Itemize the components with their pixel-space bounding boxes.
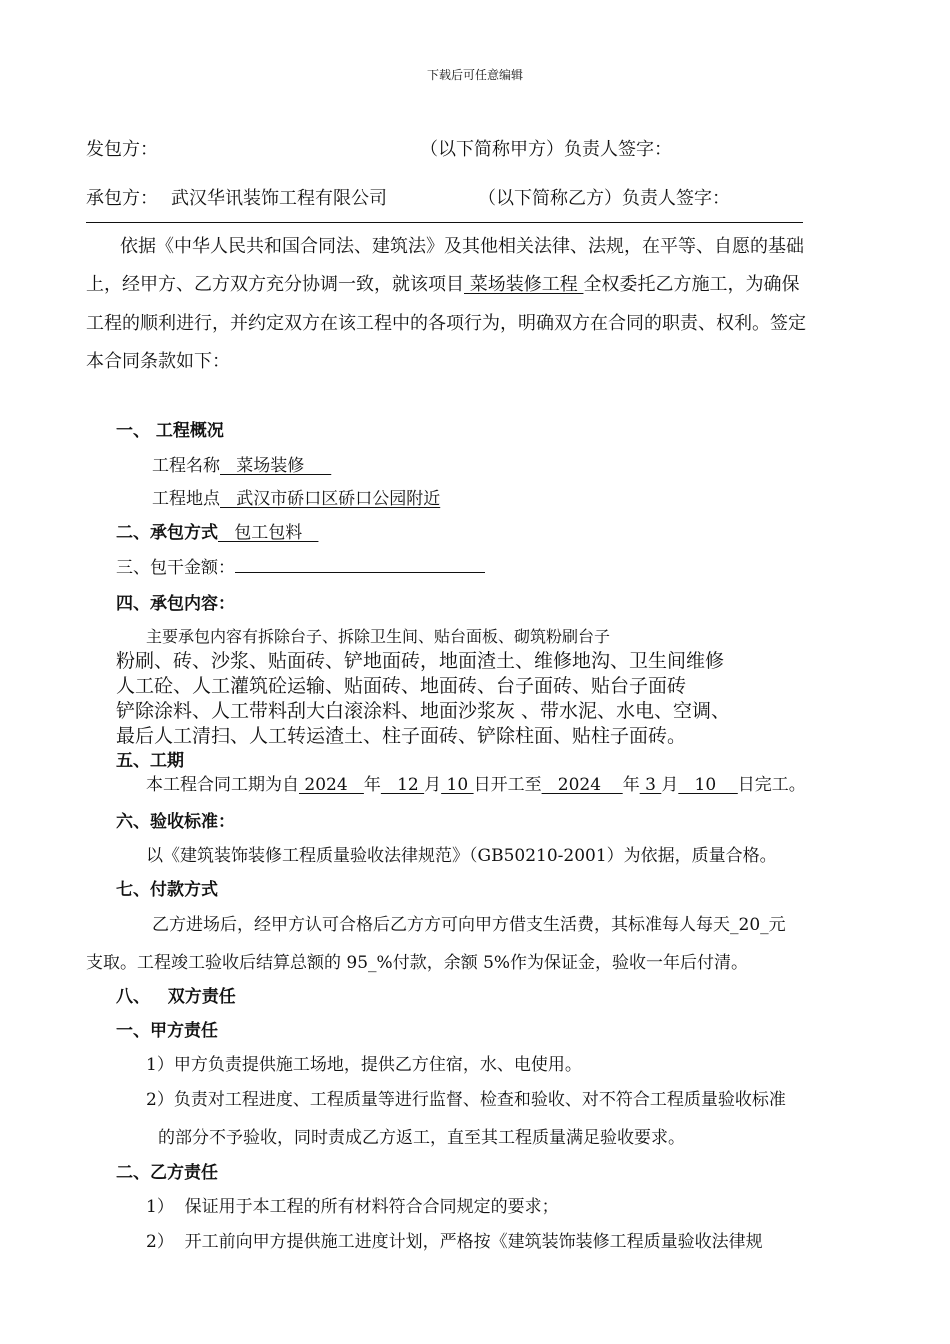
preamble-line-2 [86,273,799,297]
section-8-heading: 八、 双方责任 [116,987,236,1007]
scope-line-5: 最后人工清扫、人工转运渣土、柱子面砖、铲除柱面、贴柱子面砖。 [116,725,687,747]
signature-rule [86,222,803,223]
project-name: 菜场装修工程 [464,274,584,295]
payment-line-2: 支取。工程竣工验收后结算总额的 95_%付款，余额 5%作为保证金，验收一年后付清。 [86,953,749,973]
section-1-heading: 一、 工程概况 [116,421,224,441]
year-unit: 年 [363,775,381,795]
party-a-heading: 一、甲方责任 [116,1021,218,1041]
section-6-heading: 六、验收标准： [116,812,235,832]
start-year: 2024 [299,775,364,795]
preamble-line-1: 依据《中华人民共和国合同法、建筑法》及其他相关法律、法规，在平等、自愿的基础 [120,236,804,257]
project-site-row [152,488,440,510]
scope-line-4: 铲除涂料、人工带料刮大白滚涂料、地面沙浆灰 、带水泥、水电、空调、 [116,700,731,722]
party-b-item-2: 2） 开工前向甲方提供施工进度计划，严格按《建筑装饰装修工程质量验收法律规 [146,1232,763,1252]
preamble-text: 全权委托乙方施工，为确保 [583,274,800,295]
contract-method-value: 包工包料 [218,523,319,543]
party-a-item-2a: 2）负责对工程进度、工程质量等进行监督、检查和验收、对不符合工程质量验收标准 [146,1090,786,1110]
schedule-text: 日完工。 [737,775,806,795]
end-day: 10 [678,775,738,795]
party-a-item-2b: 的部分不予验收，同时责成乙方返工，直至其工程质量满足验收要求。 [158,1128,685,1148]
month-unit: 月 [424,775,442,795]
schedule-text: 本工程合同工期为自 [146,775,299,795]
end-month: 3 [639,775,662,795]
employer-label: 发包方： [86,139,158,160]
end-year: 2024 [541,775,623,795]
section-7-heading: 七、付款方式 [116,880,218,900]
contractor-name: 武汉华讯装饰工程有限公司 [171,188,387,209]
section-4-heading: 四、承包内容： [116,594,235,614]
preamble-text: 上，经甲方、乙方双方充分协调一致，就该项目 [86,274,464,295]
contractor-label: 承包方： [86,188,158,209]
employer-abbr: （以下简称甲方）负责人签字： [420,139,672,160]
party-b-heading: 二、乙方责任 [116,1163,218,1183]
scope-line-1: 主要承包内容有拆除台子、拆除卫生间、贴台面板、砌筑粉刷台子 [146,627,611,646]
lump-sum-blank [235,558,485,573]
payment-text: 元 [768,915,786,935]
contractor-abbr: （以下简称乙方）负责人签字： [478,188,730,209]
schedule-text: 日开工至 [473,775,542,795]
payment-text: 乙方进场后，经甲方认可合格后乙方方可向甲方借支生活费，其标准每人每天 [152,915,730,935]
month-unit: 月 [661,775,679,795]
section-5-heading: 五、工期 [116,751,184,771]
schedule-line [146,774,806,796]
section-2-row [116,522,318,544]
preamble-line-3: 工程的顺利进行，并约定双方在该工程中的各项行为，明确双方在合同的职责、权利。签定 [86,313,806,334]
daily-amount: _20_ [730,915,769,935]
project-site-value: 武汉市硚口区硚口公园附近 [220,489,441,509]
section-3-row [116,557,485,579]
section-2-heading: 二、承包方式 [116,523,218,543]
section-3-heading: 三、包干金额： [116,558,235,578]
field-label: 工程地点 [152,489,220,509]
project-name-row [152,455,331,477]
scope-line-2: 粉刷、砖、沙浆、贴面砖、铲地面砖，地面渣土、维修地沟、卫生间维修 [116,650,725,672]
preamble-line-4: 本合同条款如下： [86,351,230,372]
payment-line-1 [152,914,786,936]
field-label: 工程名称 [152,456,220,476]
scope-line-3: 人工砼、人工灌筑砼运输、贴面砖、地面砖、台子面砖、贴台子面砖 [116,675,687,697]
project-name-value: 菜场装修 [220,456,332,476]
start-month: 12 [380,775,425,795]
start-day: 10 [441,775,474,795]
header-note: 下载后可任意编辑 [426,68,523,82]
party-a-item-1: 1）甲方负责提供施工场地，提供乙方住宿，水、电使用。 [146,1055,582,1075]
acceptance-standard-text: 以《建筑装饰装修工程质量验收法律规范》（GB50210-2001）为依据，质量合格。 [146,846,777,866]
party-b-item-1: 1） 保证用于本工程的所有材料符合合同规定的要求； [146,1197,559,1217]
year-unit: 年 [622,775,640,795]
